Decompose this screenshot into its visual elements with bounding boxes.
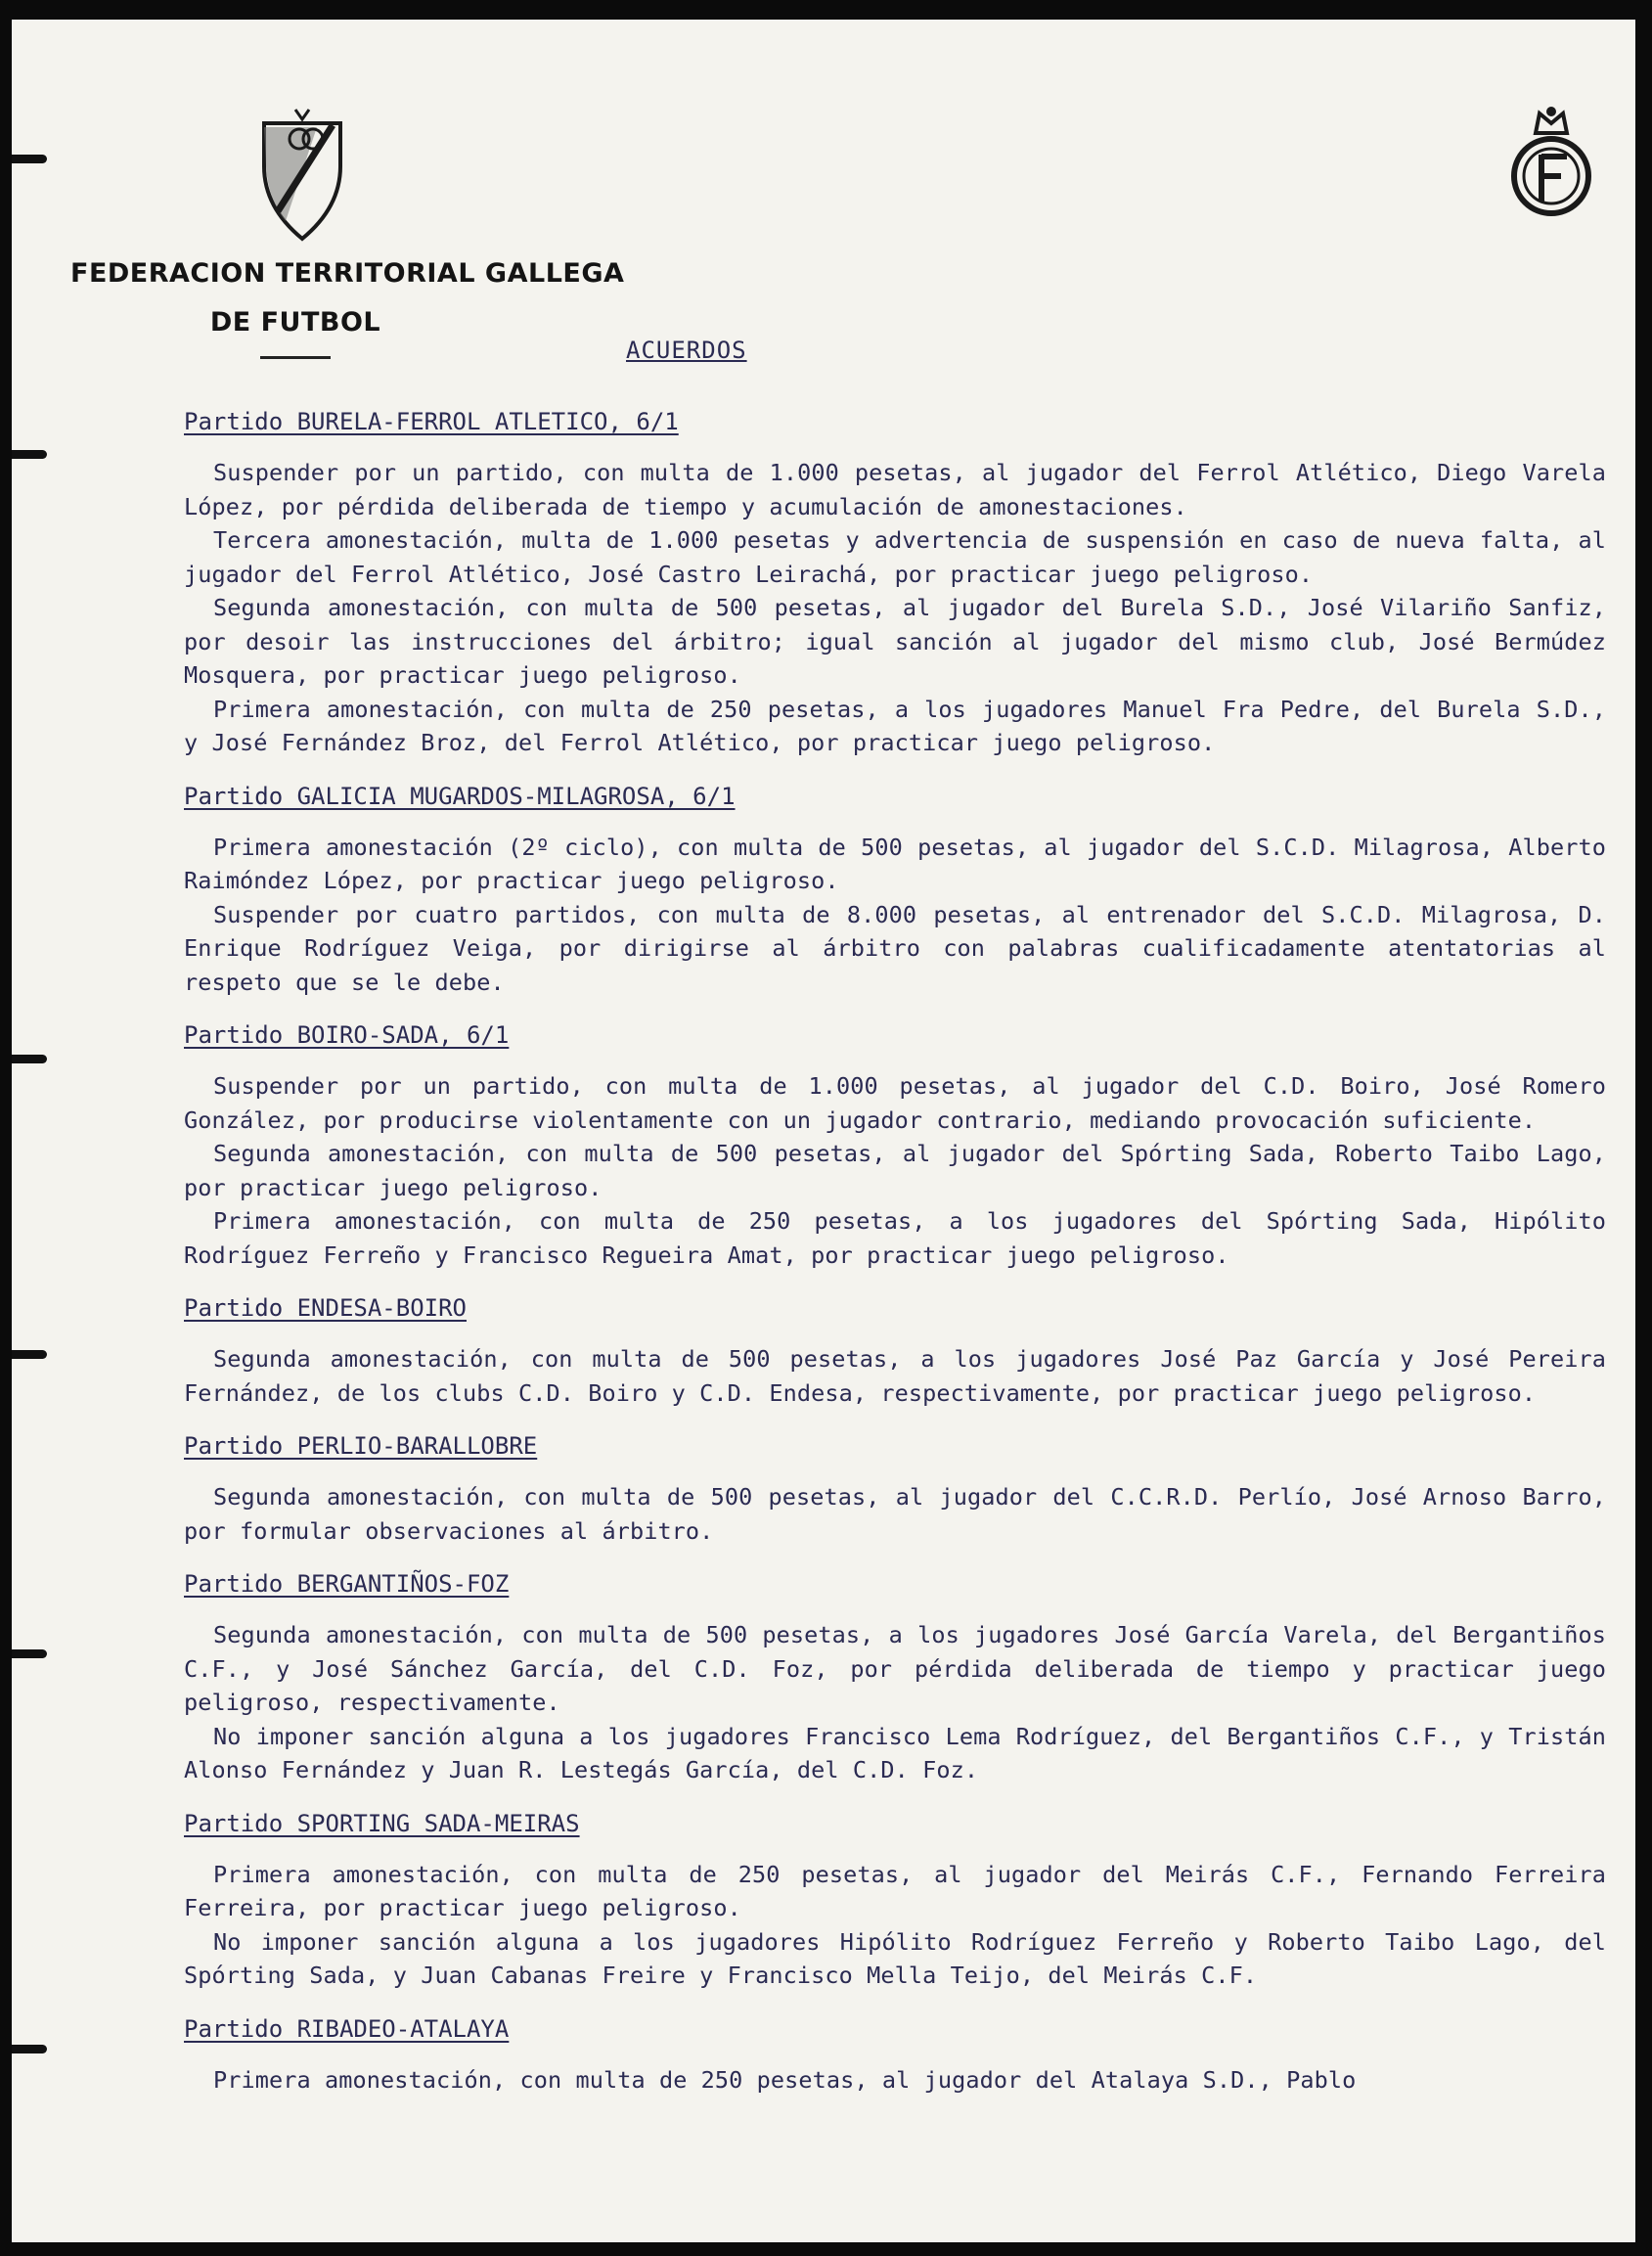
- agreement-paragraph: Primera amonestación, con multa de 250 pesetas, a los jugadores del Spórting Sada, Hipólito Rodríguez Ferreño y Francisco Regueira Amat, por practicar juego peligroso.: [184, 1207, 1606, 1269]
- agreement-paragraph: Suspender por un partido, con multa de 1.000 pesetas, al jugador del Ferrol Atlético, Diego Varela López, por pérdida deliberada de tiempo y acumulación de amonestaciones.: [184, 459, 1606, 520]
- agreement-paragraph: Segunda amonestación, con multa de 500 pesetas, al jugador del C.C.R.D. Perlío, José Arnoso Barro, por formular observaciones al árbitro.: [184, 1483, 1606, 1545]
- agreement-paragraph: Segunda amonestación, con multa de 500 pesetas, a los jugadores José Paz García y José Pereira Fernández, de los clubs C.D. Boiro y C.D. Endesa, respectivamente, por practicar juego peligroso.: [184, 1345, 1606, 1407]
- section-galicia-mugardos-milagrosa: [184, 776, 1606, 1000]
- binder-punch: [12, 2045, 47, 2053]
- agreement-paragraph: Suspender por cuatro partidos, con multa de 8.000 pesetas, al entrenador del S.C.D. Milagrosa, D. Enrique Rodríguez Veiga, por dirigirse al árbitro con palabras cualificadamente atentatorias al respeto que se le debe.: [184, 900, 1606, 996]
- match-heading: Partido PERLIO-BARALLOBRE: [184, 1432, 538, 1460]
- match-heading: Partido GALICIA MUGARDOS-MILAGROSA, 6/1: [184, 782, 736, 810]
- agreement-paragraph: Suspender por un partido, con multa de 1.000 pesetas, al jugador del C.D. Boiro, José Romero González, por producirse violentamente con un jugador contrario, mediando provocación suficiente.: [184, 1072, 1606, 1134]
- match-heading: Partido RIBADEO-ATALAYA: [184, 2014, 510, 2043]
- binder-punch: [12, 1649, 47, 1658]
- binder-punch: [12, 1350, 47, 1359]
- section-sporting-sada-meiras: [184, 1803, 1606, 1993]
- agreement-paragraph: Segunda amonestación, con multa de 500 pesetas, al jugador del Burela S.D., José Vilariño Sanfiz, por desoir las instrucciones del árbitro; igual sanción al jugador del mismo club, José Bermúdez Mosquera, por practicar juego peligroso.: [184, 594, 1606, 689]
- agreement-paragraph: Primera amonestación, con multa de 250 pesetas, al jugador del Atalaya S.D., Pablo: [213, 2065, 1357, 2094]
- section-ribadeo-atalaya: [184, 2008, 1606, 2098]
- agreement-paragraph: Primera amonestación, con multa de 250 pesetas, a los jugadores Manuel Fra Pedre, del Burela S.D., y José Fernández Broz, del Ferrol Atlético, por practicar juego peligroso.: [184, 695, 1606, 756]
- document-title: ACUERDOS: [626, 337, 747, 364]
- binder-punch: [12, 155, 47, 163]
- section-boiro-sada: [184, 1015, 1606, 1272]
- section-bergantinos-foz: [184, 1563, 1606, 1787]
- agreement-paragraph: Primera amonestación (2º ciclo), con multa de 500 pesetas, al jugador del S.C.D. Milagrosa, Alberto Raimóndez López, por practicar juego peligroso.: [184, 833, 1606, 894]
- match-heading: Partido BERGANTIÑOS-FOZ: [184, 1570, 510, 1598]
- document-page: [12, 20, 1635, 2242]
- agreement-paragraph: Segunda amonestación, con multa de 500 pesetas, a los jugadores José García Varela, del Bergantiños C.F., y José Sánchez García, del C.D. Foz, por pérdida deliberada de tiempo y practicar juego peligroso, respectivamente.: [184, 1621, 1606, 1716]
- agreement-paragraph: No imponer sanción alguna a los jugadores Hipólito Rodríguez Ferreño y Roberto Taibo Lago, del Spórting Sada, y Juan Cabanas Freire y Francisco Mella Teijo, del Meirás C.F.: [184, 1927, 1606, 1989]
- section-perlio-barallobre: [184, 1425, 1606, 1548]
- federation-name-line1: FEDERACION TERRITORIAL GALLEGA: [70, 258, 625, 289]
- section-endesa-boiro: [184, 1287, 1606, 1410]
- match-heading: Partido ENDESA-BOIRO: [184, 1294, 467, 1322]
- binder-punch: [12, 1055, 47, 1063]
- header-divider: [260, 356, 331, 359]
- national-federation-crest: [1506, 100, 1596, 227]
- agreement-paragraph: Segunda amonestación, con multa de 500 pesetas, al jugador del Spórting Sada, Roberto Taibo Lago, por practicar juego peligroso.: [184, 1140, 1606, 1201]
- match-heading: Partido BOIRO-SADA, 6/1: [184, 1021, 510, 1049]
- agreement-paragraph: Primera amonestación, con multa de 250 pesetas, al jugador del Meirás C.F., Fernando Ferreira Ferreira, por practicar juego peligroso.: [184, 1860, 1606, 1921]
- agreement-paragraph: Tercera amonestación, multa de 1.000 pesetas y advertencia de suspensión en caso de nueva falta, al jugador del Ferrol Atlético, José Castro Leirachá, por practicar juego peligroso.: [184, 526, 1606, 588]
- agreement-paragraph: No imponer sanción alguna a los jugadores Francisco Lema Rodríguez, del Bergantiños C.F., y Tristán Alonso Fernández y Juan R. Lestegás García, del C.D. Foz.: [184, 1722, 1606, 1783]
- federation-shield-logo: [256, 106, 349, 243]
- match-heading: Partido SPORTING SADA-MEIRAS: [184, 1809, 580, 1837]
- binder-punch: [12, 450, 47, 459]
- section-burela-ferrol: [184, 401, 1606, 760]
- match-heading: Partido BURELA-FERROL ATLETICO, 6/1: [184, 408, 679, 435]
- federation-name-line2: DE FUTBOL: [209, 307, 381, 338]
- agreements-list: [184, 401, 1606, 2112]
- letterhead: [70, 106, 625, 359]
